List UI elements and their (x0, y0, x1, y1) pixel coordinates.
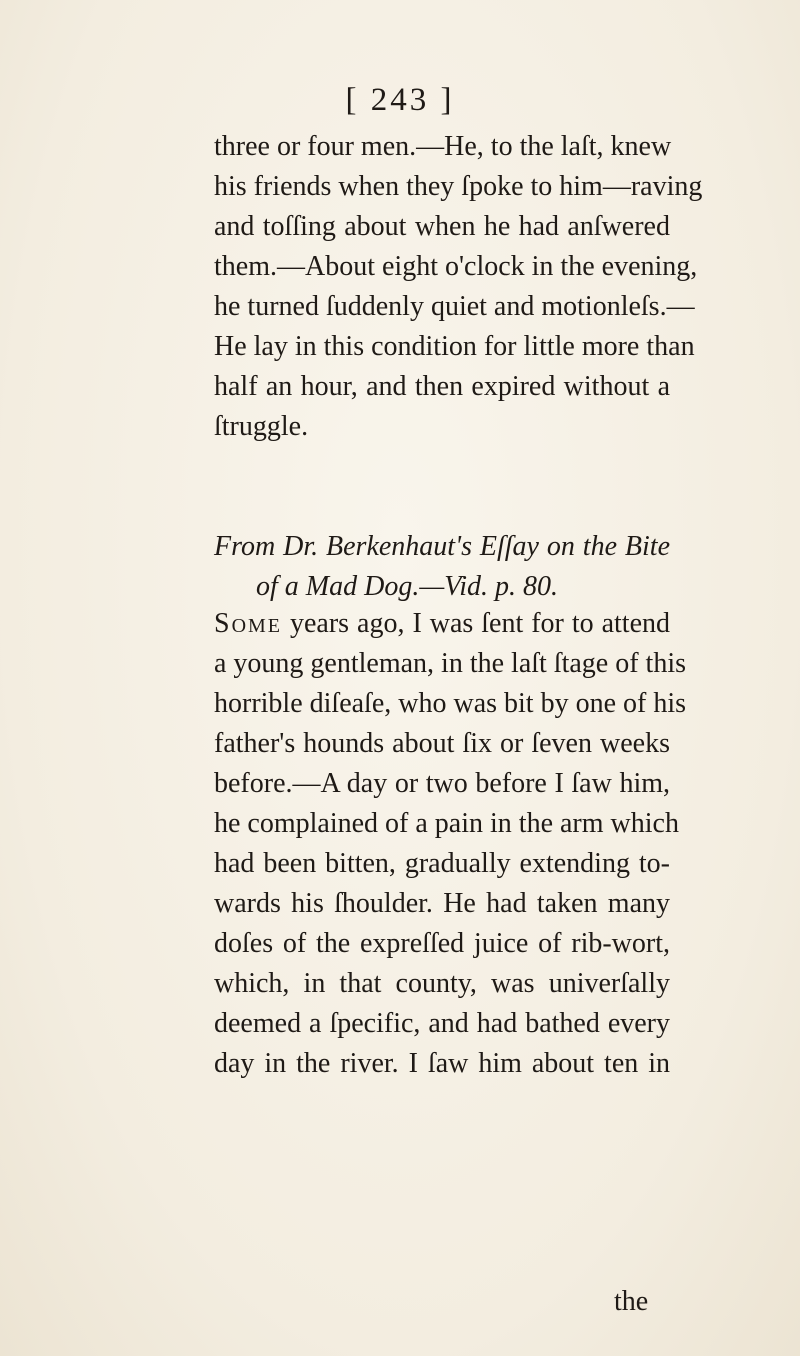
text-line: day in the river. I ſaw him about ten in (214, 1048, 670, 1079)
text-line: horrible diſeaſe, who was bit by one of his (214, 688, 687, 719)
heading-line: of a Mad Dog.—Vid. p. 80. (256, 571, 559, 602)
catchword: the (614, 1286, 649, 1317)
text-line: He lay in this condition for little more than (214, 331, 695, 362)
text-line: wards his ſhoulder. He had taken many (214, 888, 670, 919)
text-line: deemed a ſpecific, and had bathed every (214, 1008, 670, 1039)
drop-word: Some (214, 608, 283, 639)
text-line: his friends when they ſpoke to him—raving (214, 171, 703, 202)
text-line: and toſſing about when he had anſwered (214, 211, 670, 242)
text-line-first (214, 604, 670, 644)
text-line: three or four men.—He, to the laſt, knew (214, 131, 672, 162)
text-line: half an hour, and then expired without a (214, 371, 670, 402)
text-line: he complained of a pain in the arm which (214, 808, 679, 839)
first-line-rest: years ago, I was ſent for to attend (282, 608, 670, 639)
heading-line: From Dr. Berkenhaut's Eſſay on the Bite (214, 531, 670, 562)
text-line: them.—About eight o'clock in the evening, (214, 251, 698, 282)
source-heading (214, 527, 670, 607)
paragraph-case-narrative (214, 127, 703, 447)
text-line: had been bitten, gradually extending to- (214, 848, 670, 879)
paragraph-berkenhaut-account (214, 604, 687, 1084)
text-line: a young gentleman, in the laſt ſtage of this (214, 648, 686, 679)
page-number: [ 243 ] (345, 82, 455, 118)
text-line: doſes of the expreſſed juice of rib-wort, (214, 928, 670, 959)
text-line: father's hounds about ſix or ſeven weeks (214, 728, 670, 759)
text-line: he turned ſuddenly quiet and motionleſs.— (214, 291, 695, 322)
text-line: before.—A day or two before I ſaw him, (214, 768, 670, 799)
text-line: ſtruggle. (214, 411, 309, 442)
text-line: which, in that county, was univerſally (214, 968, 670, 999)
